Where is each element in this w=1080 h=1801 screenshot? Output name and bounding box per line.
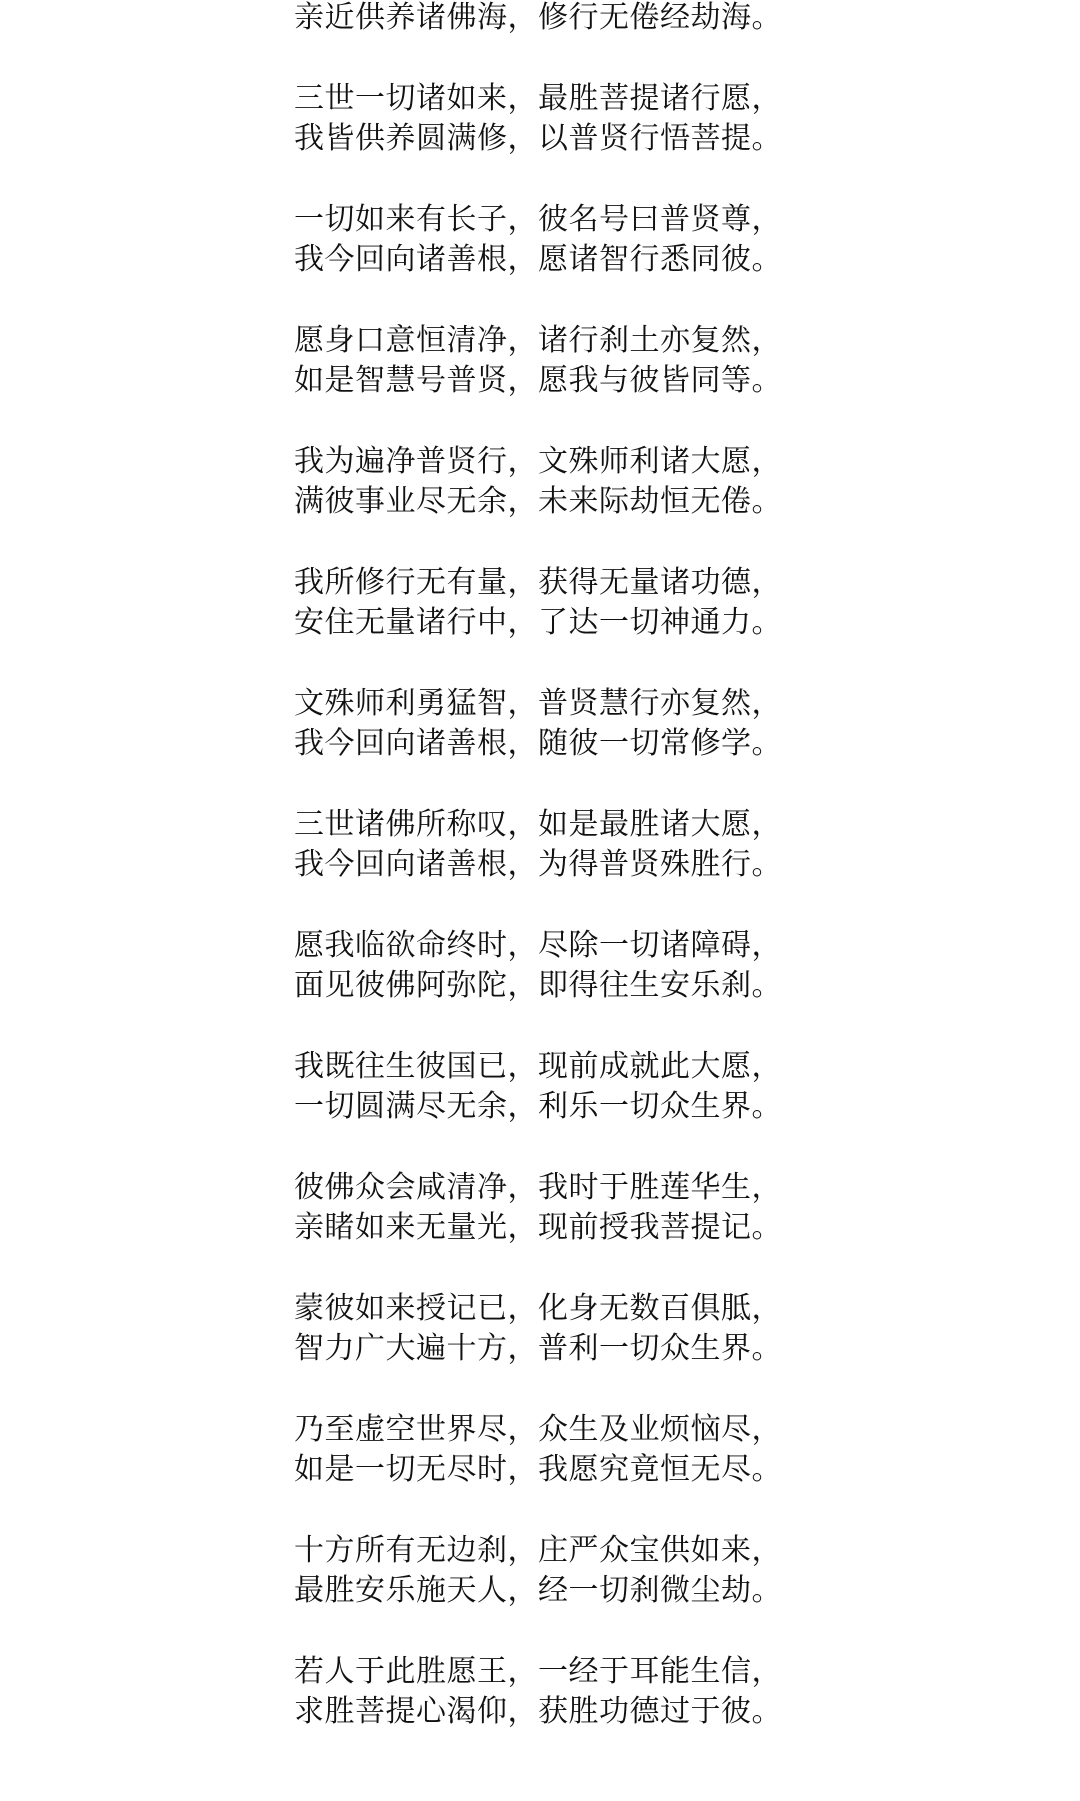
verse-line: 我所修行无有量，获得无量诸功德， (294, 565, 782, 600)
verse-line: 我今回向诸善根，愿诸智行悉同彼。 (294, 242, 782, 277)
verse-line: 我今回向诸善根，随彼一切常修学。 (294, 726, 782, 761)
verse-line: 亲睹如来无量光，现前授我菩提记。 (294, 1210, 782, 1245)
verse-line: 我皆供养圆满修，以普贤行悟菩提。 (294, 121, 782, 156)
verse-stanza (294, 200, 782, 280)
verse-line: 智力广大遍十方，普利一切众生界。 (294, 1331, 782, 1366)
verse-line: 求胜菩提心渴仰，获胜功德过于彼。 (294, 1694, 782, 1729)
verse-stanza (294, 79, 782, 159)
verse-line: 面见彼佛阿弥陀，即得往生安乐刹。 (294, 968, 782, 1003)
verse-line: 蒙彼如来授记已，化身无数百俱胝， (294, 1291, 782, 1326)
verse-stanza (294, 0, 782, 38)
verse-line: 愿我临欲命终时，尽除一切诸障碍， (294, 928, 782, 963)
verse-stanza (294, 926, 782, 1006)
verse-list (294, 0, 782, 1773)
verse-line: 如是智慧号普贤，愿我与彼皆同等。 (294, 363, 782, 398)
verse-line: 一切圆满尽无余，利乐一切众生界。 (294, 1089, 782, 1124)
verse-line: 三世一切诸如来，最胜菩提诸行愿， (294, 81, 782, 116)
verse-stanza (294, 805, 782, 885)
verse-line: 十方所有无边刹，庄严众宝供如来， (294, 1533, 782, 1568)
verse-line: 彼佛众会咸清净，我时于胜莲华生， (294, 1170, 782, 1205)
verse-line: 满彼事业尽无余，未来际劫恒无倦。 (294, 484, 782, 519)
verse-stanza (294, 442, 782, 522)
verse-stanza (294, 1410, 782, 1490)
verse-line: 三世诸佛所称叹，如是最胜诸大愿， (294, 807, 782, 842)
verse-stanza (294, 1289, 782, 1369)
verse-stanza (294, 1168, 782, 1248)
verse-stanza (294, 1531, 782, 1611)
verse-line: 一切如来有长子，彼名号曰普贤尊， (294, 202, 782, 237)
verse-line: 若人于此胜愿王，一经于耳能生信， (294, 1654, 782, 1689)
verse-line: 亲近供养诸佛海，修行无倦经劫海。 (294, 0, 782, 35)
verse-line: 最胜安乐施天人，经一切刹微尘劫。 (294, 1573, 782, 1608)
verse-line: 愿身口意恒清净，诸行刹土亦复然， (294, 323, 782, 358)
verse-line: 乃至虚空世界尽，众生及业烦恼尽， (294, 1412, 782, 1447)
verse-line: 我今回向诸善根，为得普贤殊胜行。 (294, 847, 782, 882)
verse-stanza (294, 1652, 782, 1732)
verse-line: 安住无量诸行中，了达一切神通力。 (294, 605, 782, 640)
verse-line: 文殊师利勇猛智，普贤慧行亦复然， (294, 686, 782, 721)
verse-stanza (294, 321, 782, 401)
verse-line: 我为遍净普贤行，文殊师利诸大愿， (294, 444, 782, 479)
verse-stanza (294, 684, 782, 764)
verse-stanza (294, 563, 782, 643)
verse-line: 我既往生彼国已，现前成就此大愿， (294, 1049, 782, 1084)
verse-line: 如是一切无尽时，我愿究竟恒无尽。 (294, 1452, 782, 1487)
verse-stanza (294, 1047, 782, 1127)
